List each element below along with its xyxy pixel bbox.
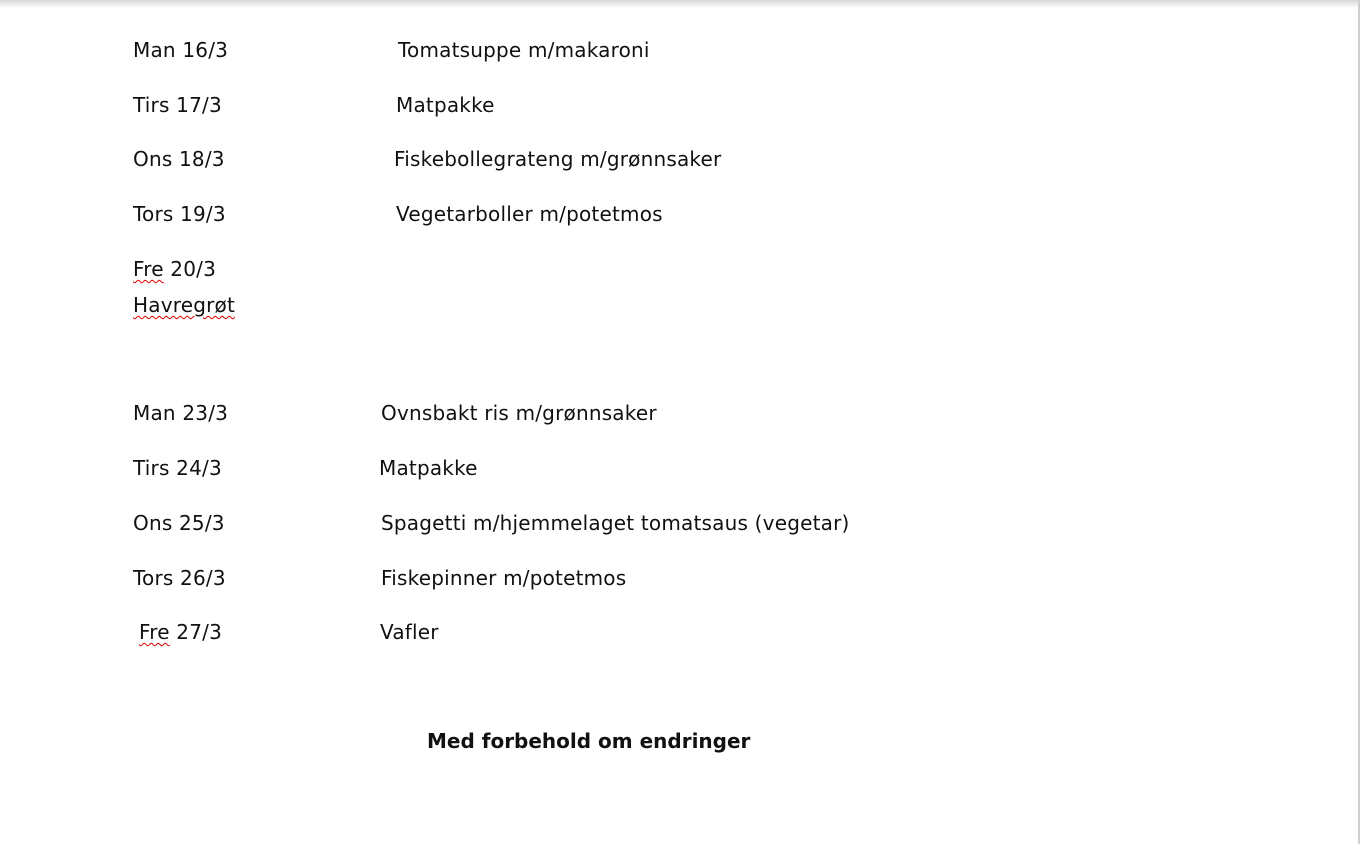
dish-text: Fiskebollegrateng m/grønnsaker	[394, 147, 722, 171]
day-label: Tirs 24/3	[133, 456, 222, 480]
dish-text: Vegetarboller m/potetmos	[396, 202, 663, 226]
misspelled-word[interactable]: Havregrøt	[133, 293, 236, 317]
day-label: Tirs 17/3	[133, 93, 222, 117]
dish-text: Matpakke	[396, 93, 495, 117]
dish-text	[133, 293, 235, 317]
misspelled-word[interactable]: Fre	[133, 257, 164, 281]
day-label: Man 23/3	[133, 401, 229, 425]
day-label: Ons 25/3	[133, 511, 225, 535]
day-label: Tors 26/3	[133, 566, 226, 590]
day-label: Ons 18/3	[133, 147, 225, 171]
dish-text: Matpakke	[379, 456, 478, 480]
dish-text: Vafler	[380, 620, 439, 644]
misspelled-word[interactable]: Fre	[139, 620, 170, 644]
dish-text: Tomatsuppe m/makaroni	[398, 38, 650, 62]
dish-text: Spagetti m/hjemmelaget tomatsaus (vegetar)	[381, 511, 850, 535]
day-label: Man 16/3	[133, 38, 229, 62]
dish-text: Ovnsbakt ris m/grønnsaker	[381, 401, 657, 425]
disclaimer-text: Med forbehold om endringer	[427, 729, 751, 753]
dish-text: Fiskepinner m/potetmos	[381, 566, 627, 590]
day-label: Tors 19/3	[133, 202, 226, 226]
day-label: Fre 20/3	[133, 257, 217, 281]
day-label: Fre 27/3	[139, 620, 223, 644]
